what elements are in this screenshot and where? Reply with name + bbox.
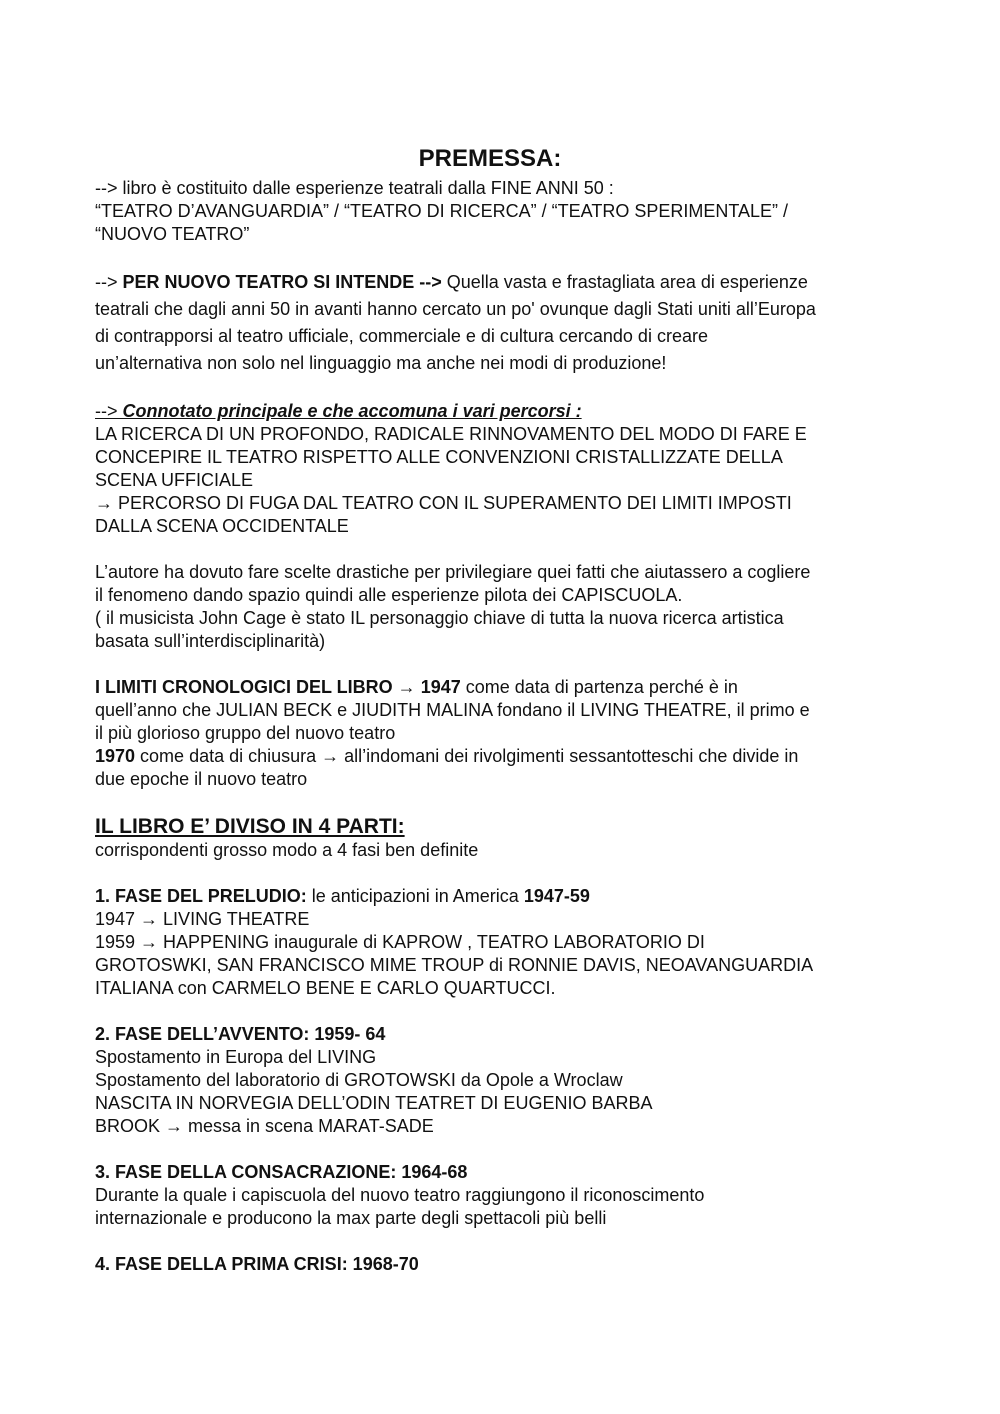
autore-line: il fenomeno dando spazio quindi alle esperienze pilota dei CAPISCUOLA. [95,585,683,605]
fase-3 [95,1161,915,1230]
connotato-line: LA RICERCA DI UN PROFONDO, RADICALE RINNOVAMENTO DEL MODO DI FARE E [95,424,807,444]
connotato-line: SCENA UFFICIALE [95,470,254,490]
fase-heading: 1. FASE DEL PRELUDIO: le anticipazioni in America 1947-59 [95,886,590,906]
connotato-line: CONCEPIRE IL TEATRO RISPETTO ALLE CONVENZIONI CRISTALLIZZATE DELLA [95,447,783,467]
libro-subtitle: corrispondenti grosso modo a 4 fasi ben definite [95,840,479,860]
fase-line: 1959 → HAPPENING inaugurale di KAPROW , TEATRO LABORATORIO DI [95,932,705,952]
limiti-line: 1970 come data di chiusura → all’indomani dei rivolgimenti sessantotteschi che divide in [95,746,799,766]
connotato-section [95,400,915,538]
autore-line: ( il musicista John Cage è stato IL personaggio chiave di tutta la nuova ricerca artistica [95,608,784,628]
fase-line: Durante la quale i capiscuola del nuovo teatro raggiungono il riconoscimento [95,1185,705,1205]
fase-line: BROOK → messa in scena MARAT-SADE [95,1116,434,1136]
nuovo-teatro-line: --> PER NUOVO TEATRO SI INTENDE --> Quella vasta e frastagliata area di esperienze [95,272,808,292]
fase-line: Spostamento del laboratorio di GROTOWSKI da Opole a Wroclaw [95,1070,623,1090]
fase-line: NASCITA IN NORVEGIA DELL’ODIN TEATRET DI EUGENIO BARBA [95,1093,653,1113]
limiti-line: il più glorioso gruppo del nuovo teatro [95,723,396,743]
fase-line: Spostamento in Europa del LIVING [95,1047,377,1067]
fase-2 [95,1023,915,1138]
autore-line: basata sull’interdisciplinarità) [95,631,326,651]
fase-line: GROTOSWKI, SAN FRANCISCO MIME TROUP di RONNIE DAVIS, NEOAVANGUARDIA [95,955,814,975]
connotato-line: → PERCORSO DI FUGA DAL TEATRO CON IL SUPERAMENTO DEI LIMITI IMPOSTI [95,493,792,513]
nuovo-teatro-section [95,269,915,377]
page-title: PREMESSA: [418,145,562,172]
fase-1 [95,885,915,1000]
fase-line: internazionale e producono la max parte degli spettacoli più belli [95,1208,607,1228]
nuovo-teatro-line: teatrali che dagli anni 50 in avanti hanno cercato un po' ovunque dagli Stati uniti all’Europa [95,299,816,319]
intro-line: “NUOVO TEATRO” [95,224,250,244]
fase-line: ITALIANA con CARMELO BENE E CARLO QUARTUCCI. [95,978,556,998]
autore-line: L’autore ha dovuto fare scelte drastiche per privilegiare quei fatti che aiutassero a cogliere [95,562,811,582]
fase-heading: 4. FASE DELLA PRIMA CRISI: 1968-70 [95,1254,419,1274]
intro-line: “TEATRO D’AVANGUARDIA” / “TEATRO DI RICERCA” / “TEATRO SPERIMENTALE” / [95,201,789,221]
document-page [95,145,915,1276]
nuovo-teatro-line: un’alternativa non solo nel linguaggio ma anche nei modi di produzione! [95,353,667,373]
intro-line: --> libro è costituito dalle esperienze teatrali dalla FINE ANNI 50 : [95,178,614,198]
fase-heading: 2. FASE DELL’AVVENTO: 1959- 64 [95,1024,386,1044]
autore-section [95,561,915,653]
libro-section [95,814,915,862]
connotato-line: DALLA SCENA OCCIDENTALE [95,516,349,536]
libro-heading: IL LIBRO E’ DIVISO IN 4 PARTI: [95,815,405,838]
fase-4 [95,1253,915,1276]
nuovo-teatro-definition: PER NUOVO TEATRO SI INTENDE --> [122,272,442,292]
nuovo-teatro-line: di contrapporsi al teatro ufficiale, commerciale e di cultura cercando di creare [95,326,708,346]
limiti-line: I LIMITI CRONOLOGICI DEL LIBRO → 1947 come data di partenza perché è in [95,677,738,697]
fase-heading: 3. FASE DELLA CONSACRAZIONE: 1964-68 [95,1162,468,1182]
intro-section [95,177,915,246]
limiti-section [95,676,915,791]
limiti-line: quell’anno che JULIAN BECK e JIUDITH MALINA fondano il LIVING THEATRE, il primo e [95,700,810,720]
limiti-line: due epoche il nuovo teatro [95,769,308,789]
connotato-heading: --> Connotato principale e che accomuna i vari percorsi : [95,401,582,421]
fase-line: 1947 → LIVING THEATRE [95,909,310,929]
